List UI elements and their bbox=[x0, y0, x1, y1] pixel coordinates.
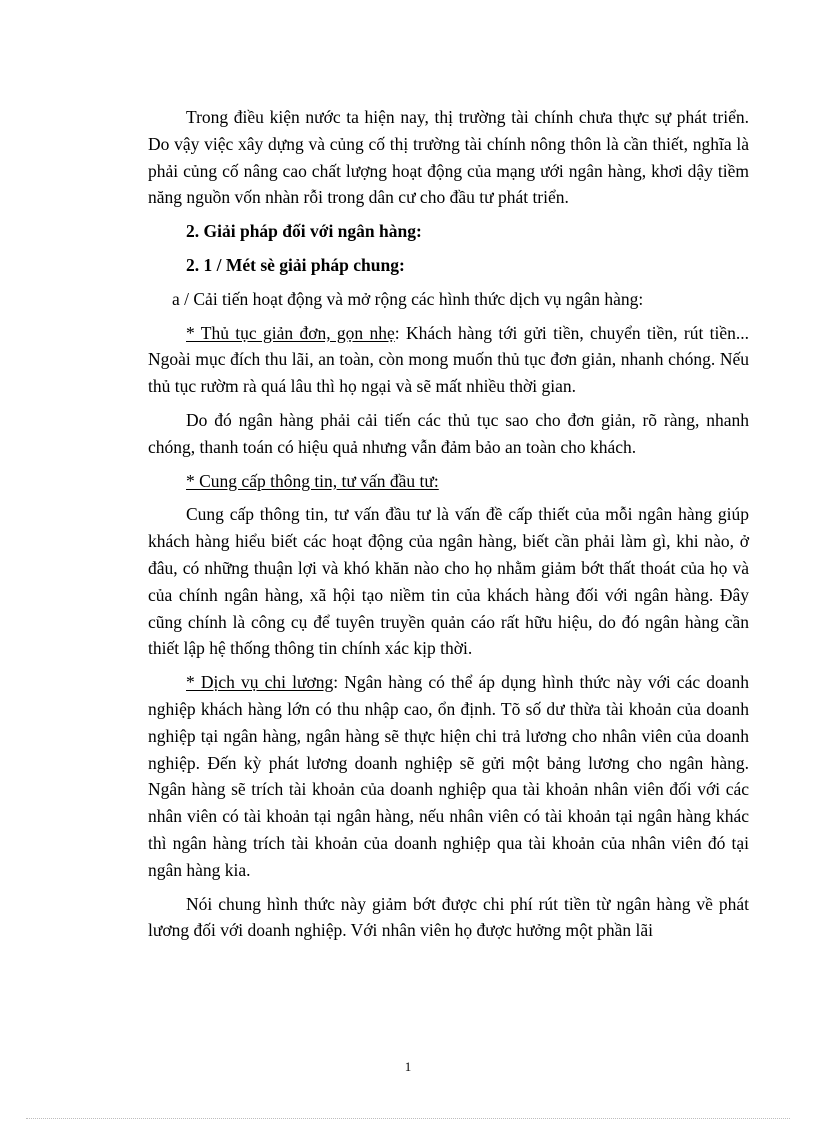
paragraph-improve-procedures: Do đó ngân hàng phải cải tiến các thủ tục sao cho đơn giản, rõ ràng, nhanh chóng, thanh toán có hiệu quả nhưng vẫn đảm bảo an toàn cho khách. bbox=[148, 409, 749, 457]
underlined-title-info: * Cung cấp thông tin, tư vấn đầu tư: bbox=[186, 470, 439, 491]
heading-section-2: 2. Giải pháp đối với ngân hàng: bbox=[186, 221, 422, 242]
page-bottom-divider bbox=[26, 1118, 790, 1119]
heading-section-2-1: 2. 1 / Mét sè giải pháp chung: bbox=[186, 254, 405, 275]
subheading-a: a / Cải tiến hoạt động và mở rộng các hình thức dịch vụ ngân hàng: bbox=[172, 288, 644, 309]
paragraph-procedures-body: : Khách hàng tới gửi tiền, chuyển tiền, rút tiền... Ngoài mục đích thu lãi, an toàn, còn mong muốn thủ tục đơn giản, nhanh chóng. Nếu thủ tục rườm rà quá lâu thì họ ngại và sẽ mất nhiều thời gian. bbox=[148, 322, 750, 397]
underlined-title-payroll: * Dịch vụ chi lương bbox=[186, 672, 334, 693]
paragraph-intro: Trong điều kiện nước ta hiện nay, thị trường tài chính chưa thực sự phát triển. Do vậy việc xây dựng và củng cố thị trường tài chính nông thôn là cần thiết, nghĩa là phải củng cố nâng cao chất lượng hoạt động của mạng ưới ngân hàng, khơi dậy tiềm năng nguồn vốn nhàn rỗi trong dân cư cho đầu tư phát triển. bbox=[148, 107, 749, 208]
paragraph-payroll-service bbox=[148, 669, 749, 883]
page-number: 1 bbox=[404, 1059, 412, 1074]
paragraph-payroll-body: : Ngân hàng có thể áp dụng hình thức này với các doanh nghiệp khách hàng lớn có thu nhập cao, ổn định. Tõ số dư thừa tài khoản của doanh nghiệp tại ngân hàng, ngân hàng sẽ thực hiện chi trả lương cho nhân viên của doanh nghiệp. Đến kỳ phát lương doanh nghiệp sẽ gửi một bảng lương cho ngân hàng. Ngân hàng sẽ trích tài khoản của doanh nghiệp qua tài khoản nhân viên đối với các nhân viên có tài khoản tại ngân hàng, nếu nhân viên có tài khoản tại ngân hàng khác thì ngân hàng trích tài khoản của doanh nghiệp qua tài khoản của nhân viên đó tại ngân hàng kia. bbox=[148, 672, 749, 880]
paragraph-conclusion: Nói chung hình thức này giảm bớt được chi phí rút tiền từ ngân hàng về phát lương đối với doanh nghiệp. Với nhân viên họ được hưởng một phần lãi bbox=[148, 893, 749, 941]
paragraph-info-consulting: Cung cấp thông tin, tư vấn đầu tư là vấn đề cấp thiết của mỗi ngân hàng giúp khách hàng hiểu biết các hoạt động của ngân hàng, biết cần phải làm gì, khi nào, ở đâu, có những thuận lợi và khó khăn nào cho họ nhằm giảm bớt thất thoát của họ và của chính ngân hàng, xã hội tạo niềm tin của khách hàng đối với ngân hàng. Đây cũng chính là công cụ để tuyên truyền quản cáo rất hữu hiệu, do đó ngân hàng cần thiết lập hệ thống thông tin chính xác kịp thời. bbox=[148, 504, 749, 659]
underlined-title-procedures: * Thủ tục giản đơn, gọn nhẹ bbox=[186, 322, 395, 343]
paragraph-simple-procedures bbox=[148, 320, 749, 400]
document-body bbox=[148, 104, 749, 944]
paragraph-info-title bbox=[148, 468, 749, 495]
